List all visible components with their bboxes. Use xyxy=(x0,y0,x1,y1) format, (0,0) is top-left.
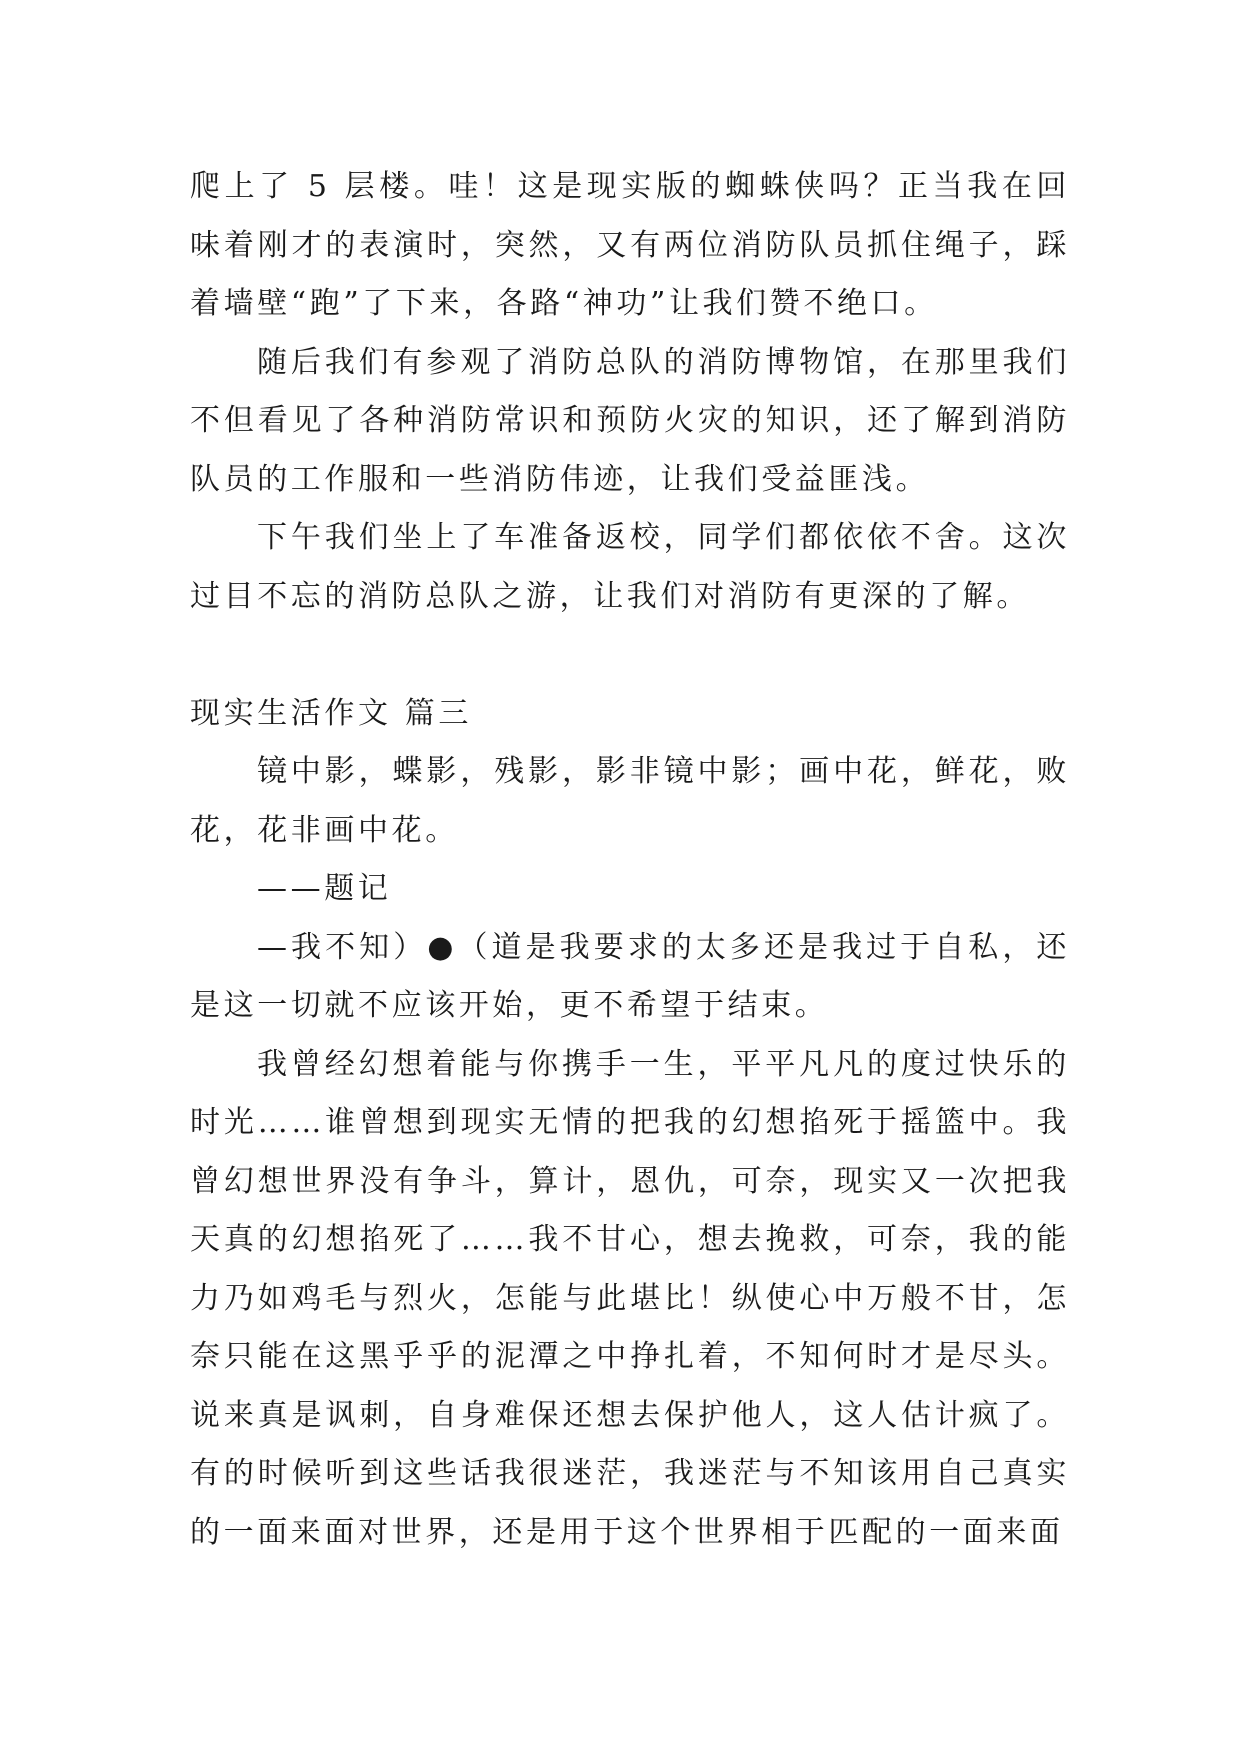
paragraph-fantasy: 我曾经幻想着能与你携手一生，平平凡凡的度过快乐的时光……谁曾想到现实无情的把我的幻想掐死于摇篮中。我曾幻想世界没有争斗，算计，恩仇，可奈，现实又一次把我天真的幻想掐死了……我不甘心，想去挽救，可奈，我的能力乃如鸡毛与烈火，怎能与此堪比！纵使心中万般不甘，怎奈只能在这黑乎乎的泥潭之中挣扎着，不知何时才是尽头。说来真是讽刺，自身难保还想去保护他人，这人估计疯了。有的时候听到这些话我很迷茫，我迷茫与不知该用自己真实的一面来面对世界，还是用于这个世界相于匹配的一面来面 xyxy=(190,1046,1070,1550)
paragraph-return: 下午我们坐上了车准备返校，同学们都依依不舍。这次过目不忘的消防总队之游，让我们对消防有更深的了解。 xyxy=(190,520,1070,614)
paragraph-museum: 随后我们有参观了消防总队的消防博物馆，在那里我们不但看见了各种消防常识和预防火灾的知识，还了解到消防队员的工作服和一些消防伟迹，让我们受益匪浅。 xyxy=(190,344,1070,497)
section-gap xyxy=(190,626,1070,685)
document-body xyxy=(190,158,1070,1562)
paragraph-question: —我不知）●（道是我要求的太多还是我过于自私，还是这一切就不应该开始，更不希望于结束。 xyxy=(190,929,1070,1023)
paragraph-spiderman: 爬上了 5 层楼。哇！这是现实版的蜘蛛侠吗？正当我在回味着刚才的表演时，突然，又有两位消防队员抓住绳子，踩着墙壁“跑”了下来，各路“神功”让我们赞不绝口。 xyxy=(190,169,1070,321)
paragraph-epigraph-attribution: ——题记 xyxy=(257,871,392,906)
section-title: 现实生活作文 篇三 xyxy=(190,695,472,731)
paragraph-epigraph: 镜中影，蝶影，残影，影非镜中影；画中花，鲜花，败花，花非画中花。 xyxy=(190,754,1070,848)
